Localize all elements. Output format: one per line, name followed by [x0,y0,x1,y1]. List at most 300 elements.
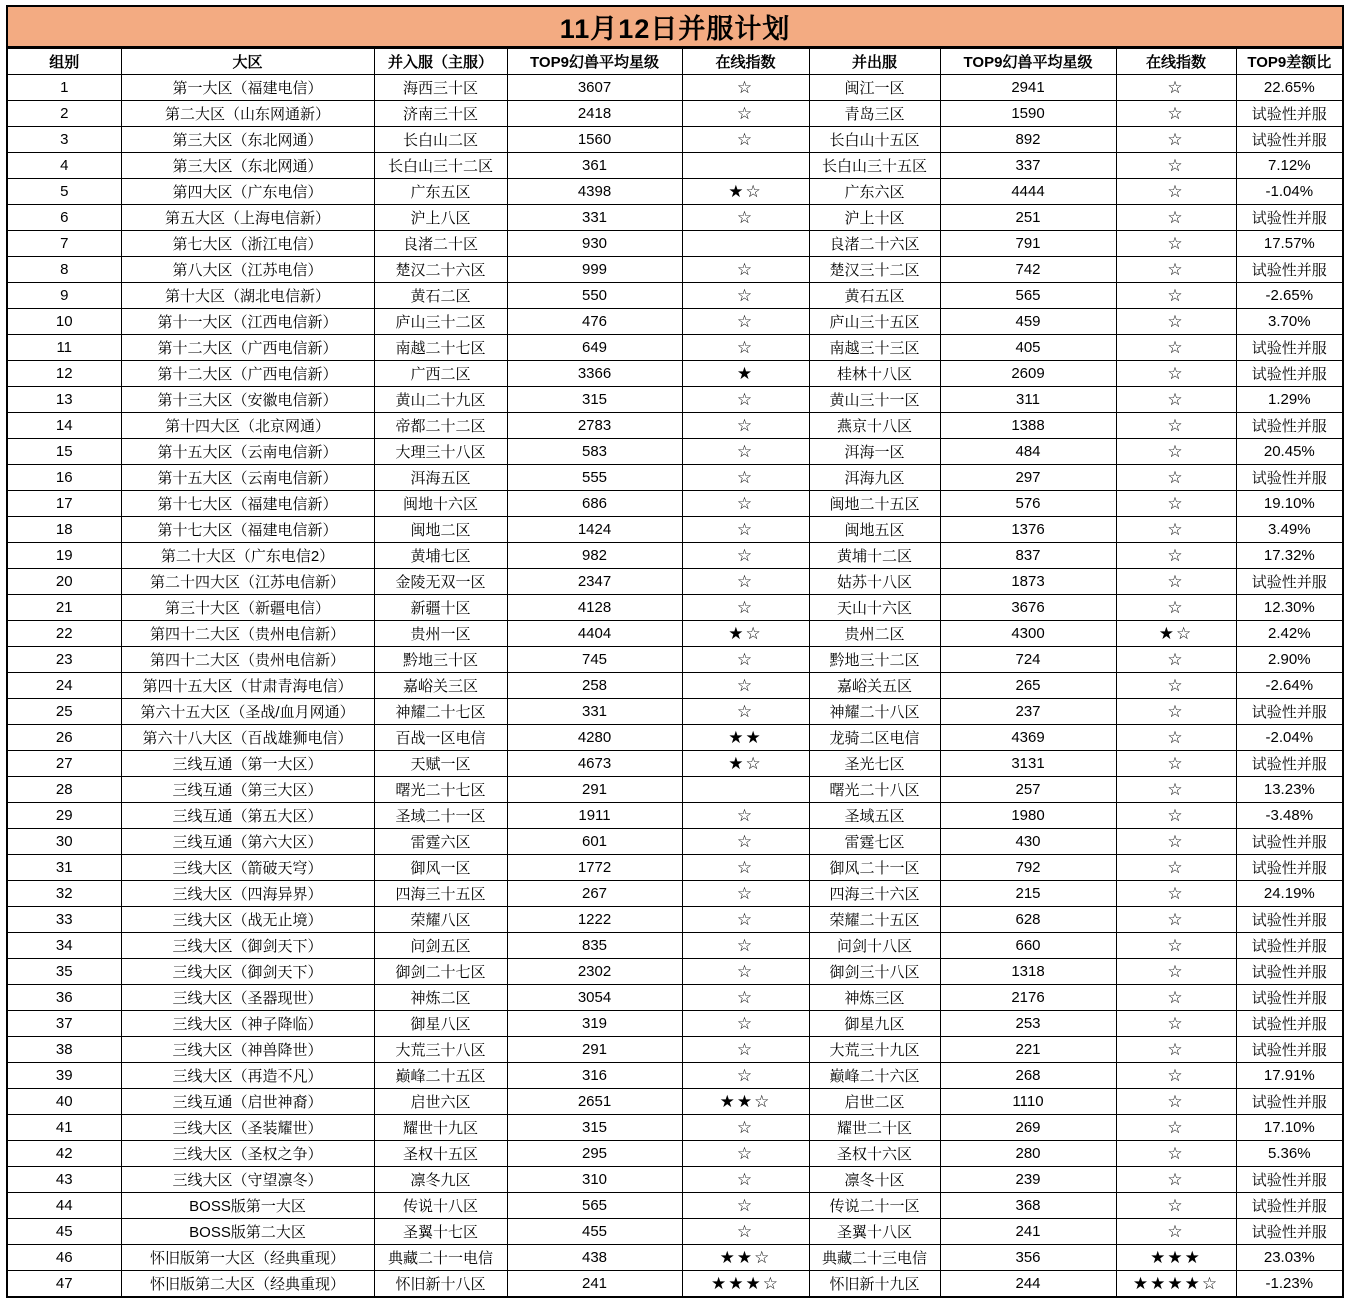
cell-top9-diff-ratio: 试验性并服 [1236,335,1343,361]
cell-merge-out-top9-avg: 337 [940,153,1116,179]
cell-merge-out-online-index: ☆ [1116,725,1236,751]
cell-top9-diff-ratio: -2.04% [1236,725,1343,751]
cell-top9-diff-ratio: 试验性并服 [1236,751,1343,777]
table-row [7,387,1343,413]
cell-top9-diff-ratio: 试验性并服 [1236,1011,1343,1037]
cell-top9-diff-ratio: 试验性并服 [1236,1167,1343,1193]
cell-region: 三线大区（再造不凡） [121,1063,374,1089]
cell-merge-out-online-index: ☆ [1116,1141,1236,1167]
table-row [7,543,1343,569]
cell-merge-out-server: 龙骑二区电信 [809,725,940,751]
cell-merge-in-top9-avg: 1911 [507,803,682,829]
cell-merge-out-top9-avg: 1590 [940,101,1116,127]
cell-merge-out-online-index: ☆ [1116,1193,1236,1219]
cell-region: 第十七大区（福建电信新） [121,517,374,543]
cell-merge-out-top9-avg: 791 [940,231,1116,257]
cell-merge-in-server: 圣翼十七区 [374,1219,507,1245]
cell-region: 第三十大区（新疆电信） [121,595,374,621]
cell-merge-out-top9-avg: 660 [940,933,1116,959]
cell-group-number: 21 [7,595,121,621]
cell-merge-in-online-index: ☆ [682,985,809,1011]
cell-merge-in-online-index: ☆ [682,491,809,517]
cell-merge-out-top9-avg: 237 [940,699,1116,725]
cell-merge-in-online-index: ☆ [682,465,809,491]
cell-merge-in-online-index: ☆ [682,907,809,933]
cell-merge-out-top9-avg: 2609 [940,361,1116,387]
cell-group-number: 9 [7,283,121,309]
cell-group-number: 36 [7,985,121,1011]
cell-region: 三线大区（守望凛冬） [121,1167,374,1193]
cell-group-number: 5 [7,179,121,205]
col-header-merge-in-top9-avg: TOP9幻兽平均星级 [507,48,682,75]
cell-group-number: 3 [7,127,121,153]
cell-region: 第八大区（江苏电信） [121,257,374,283]
cell-merge-out-online-index: ☆ [1116,673,1236,699]
cell-merge-out-server: 嘉峪关五区 [809,673,940,699]
cell-merge-out-online-index: ☆ [1116,959,1236,985]
cell-top9-diff-ratio: 3.49% [1236,517,1343,543]
cell-merge-in-top9-avg: 476 [507,309,682,335]
cell-merge-in-server: 黄石二区 [374,283,507,309]
cell-merge-out-server: 圣权十六区 [809,1141,940,1167]
cell-merge-out-server: 良渚二十六区 [809,231,940,257]
cell-group-number: 19 [7,543,121,569]
cell-merge-in-online-index [682,777,809,803]
cell-merge-out-top9-avg: 1980 [940,803,1116,829]
cell-merge-out-top9-avg: 311 [940,387,1116,413]
cell-merge-in-online-index: ☆ [682,101,809,127]
cell-merge-out-server: 洱海九区 [809,465,940,491]
cell-region: 第十四大区（北京网通） [121,413,374,439]
cell-top9-diff-ratio: -1.04% [1236,179,1343,205]
cell-group-number: 37 [7,1011,121,1037]
cell-group-number: 18 [7,517,121,543]
cell-merge-in-server: 贵州一区 [374,621,507,647]
cell-merge-in-server: 曙光二十七区 [374,777,507,803]
cell-group-number: 6 [7,205,121,231]
cell-merge-out-top9-avg: 1873 [940,569,1116,595]
cell-merge-out-server: 黄石五区 [809,283,940,309]
cell-region: 第六十八大区（百战雄狮电信） [121,725,374,751]
cell-region: 三线互通（第六大区） [121,829,374,855]
cell-top9-diff-ratio: 试验性并服 [1236,413,1343,439]
cell-top9-diff-ratio: 试验性并服 [1236,699,1343,725]
table-row [7,1141,1343,1167]
cell-merge-in-server: 黄山二十九区 [374,387,507,413]
table-row [7,1089,1343,1115]
cell-group-number: 26 [7,725,121,751]
cell-merge-in-online-index: ☆ [682,75,809,101]
cell-merge-out-top9-avg: 265 [940,673,1116,699]
cell-merge-in-top9-avg: 4398 [507,179,682,205]
cell-region: 怀旧版第二大区（经典重现） [121,1271,374,1298]
cell-region: 三线大区（神兽降世） [121,1037,374,1063]
cell-merge-out-server: 御剑三十八区 [809,959,940,985]
cell-merge-in-online-index: ☆ [682,127,809,153]
cell-merge-in-top9-avg: 1424 [507,517,682,543]
cell-merge-out-server: 怀旧新十九区 [809,1271,940,1298]
cell-merge-in-server: 黄埔七区 [374,543,507,569]
table-row [7,1063,1343,1089]
cell-group-number: 24 [7,673,121,699]
cell-merge-in-online-index: ★★☆ [682,1089,809,1115]
cell-top9-diff-ratio: 5.36% [1236,1141,1343,1167]
cell-top9-diff-ratio: 23.03% [1236,1245,1343,1271]
cell-merge-out-server: 曙光二十八区 [809,777,940,803]
cell-group-number: 7 [7,231,121,257]
cell-merge-in-server: 济南三十区 [374,101,507,127]
cell-region: 第一大区（福建电信） [121,75,374,101]
cell-merge-out-top9-avg: 576 [940,491,1116,517]
cell-merge-out-top9-avg: 742 [940,257,1116,283]
cell-top9-diff-ratio: 3.70% [1236,309,1343,335]
table-row [7,699,1343,725]
cell-top9-diff-ratio: 试验性并服 [1236,985,1343,1011]
cell-group-number: 27 [7,751,121,777]
cell-region: 第十一大区（江西电信新） [121,309,374,335]
cell-merge-in-top9-avg: 4128 [507,595,682,621]
cell-merge-in-online-index: ★☆ [682,179,809,205]
cell-merge-out-server: 闽地五区 [809,517,940,543]
cell-group-number: 4 [7,153,121,179]
cell-region: 第四十五大区（甘肃青海电信） [121,673,374,699]
cell-merge-in-online-index: ☆ [682,387,809,413]
cell-merge-out-online-index: ☆ [1116,751,1236,777]
cell-merge-in-server: 楚汉二十六区 [374,257,507,283]
cell-merge-in-server: 御星八区 [374,1011,507,1037]
cell-merge-in-online-index: ☆ [682,1193,809,1219]
cell-merge-in-server: 洱海五区 [374,465,507,491]
cell-merge-out-server: 闽江一区 [809,75,940,101]
cell-merge-out-server: 姑苏十八区 [809,569,940,595]
cell-top9-diff-ratio: 24.19% [1236,881,1343,907]
cell-merge-out-top9-avg: 837 [940,543,1116,569]
cell-region: 三线大区（圣权之争） [121,1141,374,1167]
cell-top9-diff-ratio: 试验性并服 [1236,829,1343,855]
cell-merge-in-server: 大理三十八区 [374,439,507,465]
cell-merge-in-server: 圣域二十一区 [374,803,507,829]
cell-region: 第五大区（上海电信新） [121,205,374,231]
cell-top9-diff-ratio: -3.48% [1236,803,1343,829]
cell-merge-out-top9-avg: 459 [940,309,1116,335]
cell-region: 第三大区（东北网通） [121,153,374,179]
table-row [7,803,1343,829]
cell-merge-in-online-index: ☆ [682,1219,809,1245]
cell-merge-in-server: 启世六区 [374,1089,507,1115]
cell-top9-diff-ratio: 12.30% [1236,595,1343,621]
cell-top9-diff-ratio: 试验性并服 [1236,257,1343,283]
cell-merge-in-online-index: ☆ [682,881,809,907]
cell-group-number: 17 [7,491,121,517]
cell-merge-out-online-index: ☆ [1116,855,1236,881]
cell-merge-in-online-index: ☆ [682,959,809,985]
table-row [7,257,1343,283]
table-row [7,205,1343,231]
table-row [7,569,1343,595]
cell-merge-out-online-index: ☆ [1116,595,1236,621]
cell-group-number: 41 [7,1115,121,1141]
cell-merge-in-server: 闽地二区 [374,517,507,543]
cell-region: 三线互通（第一大区） [121,751,374,777]
cell-merge-in-online-index: ☆ [682,647,809,673]
cell-region: 第二十四大区（江苏电信新） [121,569,374,595]
table-row [7,647,1343,673]
cell-merge-in-server: 问剑五区 [374,933,507,959]
cell-merge-out-server: 黔地三十二区 [809,647,940,673]
cell-merge-out-server: 广东六区 [809,179,940,205]
cell-merge-out-server: 圣翼十八区 [809,1219,940,1245]
cell-merge-out-top9-avg: 4300 [940,621,1116,647]
cell-merge-in-server: 闽地十六区 [374,491,507,517]
cell-merge-out-server: 庐山三十五区 [809,309,940,335]
cell-merge-out-online-index: ☆ [1116,881,1236,907]
cell-region: 三线互通（启世神裔） [121,1089,374,1115]
table-row [7,673,1343,699]
cell-merge-in-online-index: ☆ [682,569,809,595]
cell-merge-in-server: 百战一区电信 [374,725,507,751]
cell-merge-out-server: 长白山三十五区 [809,153,940,179]
cell-merge-in-server: 巅峰二十五区 [374,1063,507,1089]
cell-group-number: 38 [7,1037,121,1063]
cell-region: 第三大区（东北网通） [121,127,374,153]
cell-top9-diff-ratio: 17.57% [1236,231,1343,257]
cell-merge-out-online-index: ☆ [1116,829,1236,855]
cell-merge-out-online-index: ☆ [1116,1063,1236,1089]
cell-merge-out-server: 闽地二十五区 [809,491,940,517]
cell-merge-out-online-index: ★★★ [1116,1245,1236,1271]
cell-merge-out-top9-avg: 724 [940,647,1116,673]
cell-merge-in-server: 传说十八区 [374,1193,507,1219]
cell-merge-in-online-index [682,153,809,179]
cell-merge-out-server: 楚汉三十二区 [809,257,940,283]
cell-merge-out-online-index: ☆ [1116,569,1236,595]
table-row [7,231,1343,257]
cell-group-number: 32 [7,881,121,907]
cell-merge-in-server: 广西二区 [374,361,507,387]
cell-merge-out-online-index: ☆ [1116,257,1236,283]
cell-merge-in-top9-avg: 316 [507,1063,682,1089]
cell-top9-diff-ratio: 2.90% [1236,647,1343,673]
cell-merge-in-top9-avg: 982 [507,543,682,569]
cell-merge-in-server: 荣耀八区 [374,907,507,933]
cell-group-number: 45 [7,1219,121,1245]
cell-merge-out-online-index: ☆ [1116,777,1236,803]
cell-merge-in-server: 御风一区 [374,855,507,881]
cell-merge-in-online-index: ☆ [682,1167,809,1193]
cell-merge-out-top9-avg: 241 [940,1219,1116,1245]
cell-merge-out-server: 典藏二十三电信 [809,1245,940,1271]
table-row [7,725,1343,751]
cell-top9-diff-ratio: -2.65% [1236,283,1343,309]
cell-group-number: 44 [7,1193,121,1219]
cell-merge-out-server: 荣耀二十五区 [809,907,940,933]
column-header-row [7,48,1343,75]
cell-merge-out-online-index: ☆ [1116,517,1236,543]
cell-merge-in-top9-avg: 315 [507,387,682,413]
col-header-merge-in-server: 并入服（主服） [374,48,507,75]
cell-region: 第二大区（山东网通新） [121,101,374,127]
cell-merge-in-server: 新疆十区 [374,595,507,621]
cell-merge-in-server: 耀世十九区 [374,1115,507,1141]
cell-merge-out-server: 贵州二区 [809,621,940,647]
cell-merge-in-server: 典藏二十一电信 [374,1245,507,1271]
cell-merge-out-online-index: ☆ [1116,231,1236,257]
cell-merge-in-top9-avg: 2418 [507,101,682,127]
cell-merge-out-top9-avg: 239 [940,1167,1116,1193]
cell-merge-out-server: 洱海一区 [809,439,940,465]
cell-merge-out-online-index: ☆ [1116,543,1236,569]
cell-merge-in-online-index: ☆ [682,257,809,283]
cell-merge-in-top9-avg: 3607 [507,75,682,101]
cell-merge-out-online-index: ☆ [1116,1011,1236,1037]
cell-merge-in-online-index: ☆ [682,1063,809,1089]
cell-merge-out-server: 神耀二十八区 [809,699,940,725]
cell-top9-diff-ratio: 17.91% [1236,1063,1343,1089]
cell-merge-out-server: 传说二十一区 [809,1193,940,1219]
cell-merge-out-online-index: ☆ [1116,361,1236,387]
cell-merge-in-top9-avg: 745 [507,647,682,673]
cell-region: 第十三大区（安徽电信新） [121,387,374,413]
table-row [7,179,1343,205]
cell-merge-out-top9-avg: 3131 [940,751,1116,777]
cell-merge-out-top9-avg: 892 [940,127,1116,153]
cell-merge-in-online-index: ☆ [682,1141,809,1167]
cell-merge-out-online-index: ☆ [1116,439,1236,465]
cell-merge-out-online-index: ☆ [1116,465,1236,491]
cell-merge-in-top9-avg: 2347 [507,569,682,595]
cell-merge-in-online-index: ★ [682,361,809,387]
cell-merge-in-top9-avg: 3054 [507,985,682,1011]
cell-merge-out-online-index: ☆ [1116,1219,1236,1245]
cell-group-number: 30 [7,829,121,855]
cell-merge-out-top9-avg: 484 [940,439,1116,465]
cell-merge-in-online-index [682,231,809,257]
table-row [7,933,1343,959]
cell-merge-in-online-index: ☆ [682,439,809,465]
cell-merge-out-server: 青岛三区 [809,101,940,127]
cell-merge-in-server: 雷霆六区 [374,829,507,855]
cell-merge-in-server: 金陵无双一区 [374,569,507,595]
cell-region: 第四十二大区（贵州电信新） [121,647,374,673]
cell-top9-diff-ratio: -2.64% [1236,673,1343,699]
title-row [7,6,1343,48]
cell-merge-in-online-index: ☆ [682,829,809,855]
cell-merge-in-server: 御剑二十七区 [374,959,507,985]
cell-top9-diff-ratio: 2.42% [1236,621,1343,647]
cell-merge-out-top9-avg: 1376 [940,517,1116,543]
cell-merge-in-online-index: ★☆ [682,751,809,777]
cell-top9-diff-ratio: 试验性并服 [1236,1089,1343,1115]
col-header-merge-out-server: 并出服 [809,48,940,75]
cell-group-number: 20 [7,569,121,595]
cell-merge-out-top9-avg: 297 [940,465,1116,491]
cell-merge-out-top9-avg: 792 [940,855,1116,881]
cell-region: 第十二大区（广西电信新） [121,335,374,361]
cell-region: 第四十二大区（贵州电信新） [121,621,374,647]
cell-merge-out-online-index: ☆ [1116,1115,1236,1141]
table-row [7,127,1343,153]
cell-region: 第十七大区（福建电信新） [121,491,374,517]
table-row [7,1193,1343,1219]
cell-merge-out-top9-avg: 368 [940,1193,1116,1219]
cell-merge-out-top9-avg: 221 [940,1037,1116,1063]
cell-merge-out-online-index: ★★★★☆ [1116,1271,1236,1298]
cell-merge-in-top9-avg: 4280 [507,725,682,751]
cell-top9-diff-ratio: 试验性并服 [1236,959,1343,985]
table-row [7,621,1343,647]
cell-merge-in-server: 四海三十五区 [374,881,507,907]
cell-merge-out-server: 御风二十一区 [809,855,940,881]
cell-merge-out-top9-avg: 430 [940,829,1116,855]
col-header-top9-diff-ratio: TOP9差额比 [1236,48,1343,75]
table-row [7,959,1343,985]
table-body [7,75,1343,1298]
table-row [7,75,1343,101]
cell-merge-in-online-index: ☆ [682,1037,809,1063]
cell-region: 三线互通（第五大区） [121,803,374,829]
cell-merge-in-server: 神耀二十七区 [374,699,507,725]
cell-region: 第十二大区（广西电信新） [121,361,374,387]
cell-merge-out-server: 燕京十八区 [809,413,940,439]
cell-merge-in-server: 圣权十五区 [374,1141,507,1167]
cell-top9-diff-ratio: 22.65% [1236,75,1343,101]
cell-region: 三线大区（御剑天下） [121,959,374,985]
cell-group-number: 43 [7,1167,121,1193]
table-row [7,751,1343,777]
cell-merge-in-top9-avg: 583 [507,439,682,465]
cell-region: 三线大区（圣装耀世） [121,1115,374,1141]
cell-group-number: 33 [7,907,121,933]
cell-top9-diff-ratio: 19.10% [1236,491,1343,517]
cell-merge-out-top9-avg: 244 [940,1271,1116,1298]
cell-group-number: 16 [7,465,121,491]
cell-group-number: 13 [7,387,121,413]
cell-top9-diff-ratio: 17.10% [1236,1115,1343,1141]
cell-merge-in-top9-avg: 4673 [507,751,682,777]
cell-merge-in-online-index: ☆ [682,933,809,959]
table-row [7,985,1343,1011]
cell-merge-in-top9-avg: 291 [507,1037,682,1063]
cell-merge-out-top9-avg: 251 [940,205,1116,231]
cell-merge-in-top9-avg: 686 [507,491,682,517]
cell-region: 三线大区（御剑天下） [121,933,374,959]
cell-merge-out-server: 四海三十六区 [809,881,940,907]
cell-merge-in-server: 嘉峪关三区 [374,673,507,699]
cell-merge-in-online-index: ☆ [682,673,809,699]
cell-merge-in-top9-avg: 555 [507,465,682,491]
table-row [7,1011,1343,1037]
cell-region: 第二十大区（广东电信2） [121,543,374,569]
cell-merge-out-top9-avg: 356 [940,1245,1116,1271]
col-header-merge-in-online-index: 在线指数 [682,48,809,75]
cell-merge-out-online-index: ☆ [1116,491,1236,517]
cell-merge-out-online-index: ☆ [1116,985,1236,1011]
cell-top9-diff-ratio: -1.23% [1236,1271,1343,1298]
cell-merge-in-top9-avg: 2651 [507,1089,682,1115]
cell-region: BOSS版第二大区 [121,1219,374,1245]
cell-merge-in-top9-avg: 930 [507,231,682,257]
cell-group-number: 42 [7,1141,121,1167]
cell-top9-diff-ratio: 试验性并服 [1236,205,1343,231]
cell-merge-out-online-index: ☆ [1116,1167,1236,1193]
cell-merge-out-online-index: ☆ [1116,101,1236,127]
table-row [7,101,1343,127]
cell-top9-diff-ratio: 试验性并服 [1236,1193,1343,1219]
table-row [7,491,1343,517]
cell-top9-diff-ratio: 试验性并服 [1236,101,1343,127]
cell-merge-in-top9-avg: 331 [507,699,682,725]
cell-group-number: 31 [7,855,121,881]
